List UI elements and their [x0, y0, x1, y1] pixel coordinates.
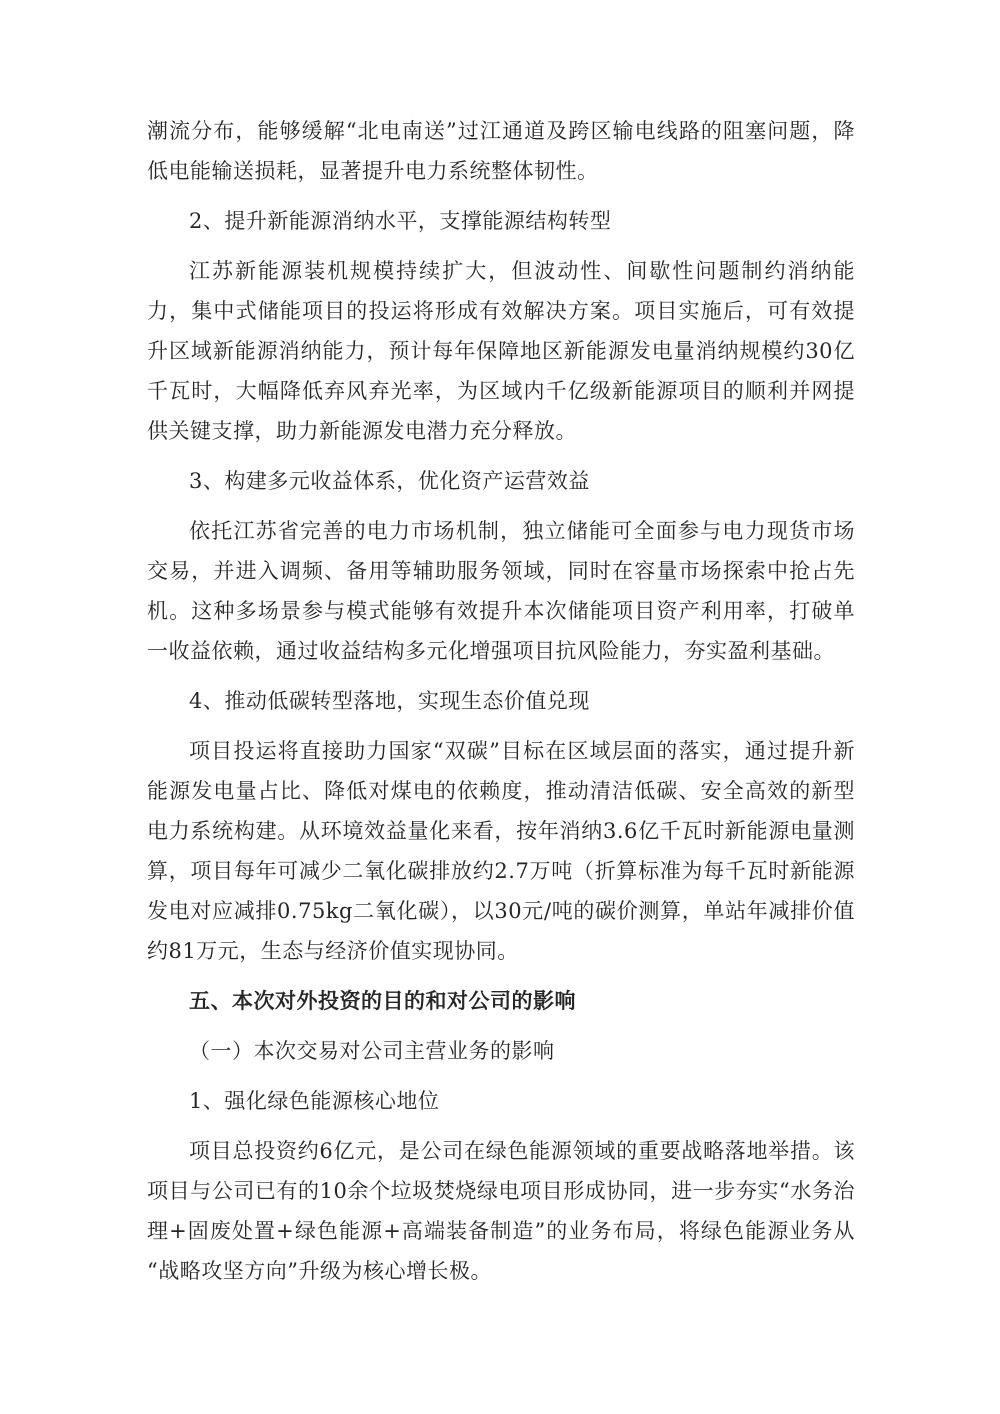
paragraph-continuation: 潮流分布，能够缓解“北电南送”过江通道及跨区输电线路的阻塞问题，降低电能输送损耗，显著提升电力系统整体韧性。	[147, 119, 855, 183]
paragraph: 江苏新能源装机规模持续扩大，但波动性、间歇性问题制约消纳能力，集中式储能项目的投运将形成有效解决方案。项目实施后，可有效提升区域新能源消纳能力，预计每年保障地区新能源发电量消纳规模约30亿千瓦时，大幅降低弃风弃光率，为区域内千亿级新能源项目的顺利并网提供关键支撑，助力新能源发电潜力充分释放。	[147, 259, 855, 443]
document-body	[147, 111, 855, 1291]
numbered-subheading: 4、推动低碳转型落地，实现生态价值兑现	[189, 689, 590, 713]
subsection-heading: （一）本次交易对公司主营业务的影响	[189, 1039, 555, 1063]
paragraph: 项目投运将直接助力国家“双碳”目标在区域层面的落实，通过提升新能源发电量占比、降低对煤电的依赖度，推动清洁低碳、安全高效的新型电力系统构建。从环境效益量化来看，按年消纳3.6亿千瓦时新能源电量测算，项目每年可减少二氧化碳排放约2.7万吨（折算标准为每千瓦时新能源发电对应减排0.75kg二氧化碳），以30元/吨的碳价测算，单站年减排价值约81万元，生态与经济价值实现协同。	[147, 739, 855, 963]
numbered-subheading: 1、强化绿色能源核心地位	[189, 1089, 440, 1113]
paragraph: 项目总投资约6亿元，是公司在绿色能源领域的重要战略落地举措。该项目与公司已有的10余个垃圾焚烧绿电项目形成协同，进一步夯实“水务治理+固废处置+绿色能源+高端装备制造”的业务布局，将绿色能源业务从“战略攻坚方向”升级为核心增长极。	[147, 1139, 855, 1283]
numbered-subheading: 3、构建多元收益体系，优化资产运营效益	[189, 469, 590, 493]
paragraph: 依托江苏省完善的电力市场机制，独立储能可全面参与电力现货市场交易，并进入调频、备用等辅助服务领域，同时在容量市场探索中抢占先机。这种多场景参与模式能够有效提升本次储能项目资产利用率，打破单一收益依赖，通过收益结构多元化增强项目抗风险能力，夯实盈利基础。	[147, 519, 855, 663]
numbered-subheading: 2、提升新能源消纳水平，支撑能源结构转型	[189, 209, 612, 233]
section-heading: 五、本次对外投资的目的和对公司的影响	[189, 988, 576, 1013]
